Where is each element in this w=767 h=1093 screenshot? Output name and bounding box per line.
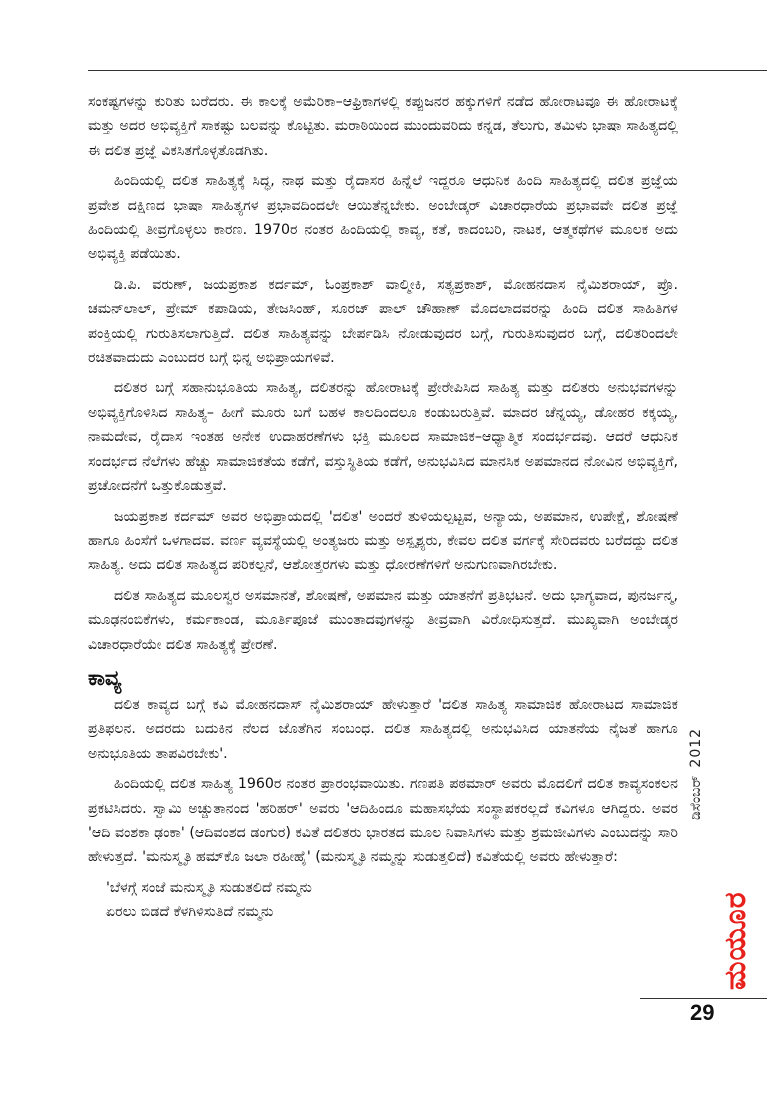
section-paragraph-2: ಹಿಂದಿಯಲ್ಲಿ ದಲಿತ ಸಾಹಿತ್ಯ 1960ರ ನಂತರ ಪ್ರಾರಂಭವಾಯಿತು. ಗಣಪತಿ ಪಠಮಾರ್ ಅವರು ಮೊದಲಿಗೆ ದಲಿತ ಕಾವ್ಯಸಂಕಲನ ಪ್ರಕಟಿಸಿದರು. ಸ್ವಾಮಿ ಅಚ್ಚುತಾನಂದ 'ಹರಿಹರ್' ಅವರು 'ಆದಿಹಿಂದೂ ಮಹಾಸಭೆಯ ಸಂಸ್ಥಾಪಕರಲ್ಲದೆ ಕವಿಗಳೂ ಆಗಿದ್ದರು. ಅವರ 'ಆದಿ ವಂಶಕಾ ಢಂಕಾ' (ಆದಿವಂಶದ ಡಂಗುರ) ಕವಿತೆ ದಲಿತರು ಭಾರತದ ಮೂಲ ನಿವಾಸಿಗಳು ಮತ್ತು ಶ್ರಮಜೀವಿಗಳು ಎಂಬುದನ್ನು ಸಾರಿ ಹೇಳುತ್ತದೆ. 'ಮನುಸ್ಮೃತಿ ಹಮ್‌ಕೊ ಜಲಾ ರಹೀಹೈ' (ಮನುಸ್ಮೃತಿ ನಮ್ಮನ್ನು ಸುಡುತ್ತಲಿದೆ) ಕವಿತೆಯಲ್ಲಿ ಅವರು ಹೇಳುತ್ತಾರೆ: [88, 776, 678, 866]
section-heading: ಕಾವ್ಯ [88, 665, 122, 690]
issue-month: ಡಿಸೆಂಬರ್ [688, 775, 704, 820]
magazine-sidebar [680, 690, 753, 990]
paragraph-1: ಸಂಕಷ್ಟಗಳನ್ನು ಕುರಿತು ಬರೆದರು. ಈ ಕಾಲಕ್ಕೆ ಅಮೆರಿಕಾ–ಆಫ್ರಿಕಾಗಳಲ್ಲಿ ಕಪ್ಪುಜನರ ಹಕ್ಕುಗಳಿಗೆ ನಡೆದ ಹೋರಾಟವೂ ಈ ಹೋರಾಟಕ್ಕೆ ಮತ್ತು ಅದರ ಅಭಿವ್ಯಕ್ತಿಗೆ ಸಾಕಷ್ಟು ಬಲವನ್ನು ಕೊಟ್ಟಿತು. ಮರಾಠಿಯಿಂದ ಮುಂದುವರಿದು ಕನ್ನಡ, ತೆಲುಗು, ತಮಿಳು ಭಾಷಾ ಸಾಹಿತ್ಯದಲ್ಲಿ ಈ ದಲಿತ ಪ್ರಜ್ಞೆ ವಿಕಸಿತಗೊಳ್ಳತೊಡಗಿತು. [88, 94, 678, 159]
paragraph-6: ದಲಿತ ಸಾಹಿತ್ಯದ ಮೂಲಸ್ವರ ಅಸಮಾನತೆ, ಶೋಷಣೆ, ಅಪಮಾನ ಮತ್ತು ಯಾತನೆಗೆ ಪ್ರತಿಭಟನೆ. ಅದು ಭಾಗ್ಯವಾದ, ಪುನರ್ಜನ್ಮ, ಮೂಢನಂಬಿಕೆಗಳು, ಕರ್ಮಕಾಂಡ, ಮೂರ್ತಿಪೂಜೆ ಮುಂತಾದವುಗಳನ್ನು ತೀವ್ರವಾಗಿ ವಿರೋಧಿಸುತ್ತದೆ. ಮುಖ್ಯವಾಗಿ ಅಂಬೇಡ್ಕರ ವಿಚಾರಧಾರೆಯೇ ದಲಿತ ಸಾಹಿತ್ಯಕ್ಕೆ ಪ್ರೇರಣೆ. [88, 587, 678, 653]
paragraph-2: ಹಿಂದಿಯಲ್ಲಿ ದಲಿತ ಸಾಹಿತ್ಯಕ್ಕೆ ಸಿದ್ಧ, ನಾಥ ಮತ್ತು ರೈದಾಸರ ಹಿನ್ನೆಲೆ ಇದ್ದರೂ ಆಧುನಿಕ ಹಿಂದಿ ಸಾಹಿತ್ಯದಲ್ಲಿ ದಲಿತ ಪ್ರಜ್ಞೆಯ ಪ್ರವೇಶ ದಕ್ಷಿಣದ ಭಾಷಾ ಸಾಹಿತ್ಯಗಳ ಪ್ರಭಾವದಿಂದಲೇ ಆಯಿತೆನ್ನಬೇಕು. ಅಂಬೇಡ್ಕರ್ ವಿಚಾರಧಾರೆಯ ಪ್ರಭಾವವೇ ದಲಿತ ಪ್ರಜ್ಞೆ ಹಿಂದಿಯಲ್ಲಿ ತೀವ್ರಗೊಳ್ಳಲು ಕಾರಣ. 1970ರ ನಂತರ ಹಿಂದಿಯಲ್ಲಿ ಕಾವ್ಯ, ಕತೆ, ಕಾದಂಬರಿ, ನಾಟಕ, ಆತ್ಮಕಥೆಗಳ ಮೂಲಕ ಅದು ಅಭಿವ್ಯಕ್ತಿ ಪಡೆಯಿತು. [88, 173, 678, 263]
poem-line: ಏರಲು ಬಿಡದೆ ಕೆಳಗಿಳಿಸುತಿದೆ ನಮ್ಮನು [106, 904, 274, 921]
section-paragraph-1: ದಲಿತ ಕಾವ್ಯದ ಬಗ್ಗೆ ಕವಿ ಮೋಹನದಾಸ್ ನೈಮಿಶರಾಯ್ ಹೇಳುತ್ತಾರೆ 'ದಲಿತ ಸಾಹಿತ್ಯ ಸಾಮಾಜಿಕ ಹೋರಾಟದ ಸಾಮಾಜಿಕ ಪ್ರತಿಫಲನ. ಅದರದು ಬದುಕಿನ ನೆಲದ ಜೊತೆಗಿನ ಸಂಬಂಧ. ದಲಿತ ಸಾಹಿತ್ಯದಲ್ಲಿ ಅನುಭವಿಸಿದ ಯಾತನೆಯ ನೈಜತೆ ಹಾಗೂ ಅನುಭೂತಿಯ ತಾಪವಿರಬೇಕು'. [88, 696, 678, 762]
paragraph-5: ಜಯಪ್ರಕಾಶ ಕರ್ದಮ್ ಅವರ ಅಭಿಪ್ರಾಯದಲ್ಲಿ 'ದಲಿತ' ಅಂದರೆ ತುಳಿಯಲ್ಪಟ್ಟವ, ಅನ್ಯಾಯ, ಅಪಮಾನ, ಉಪೇಕ್ಷೆ, ಶೋಷಣೆ ಹಾಗೂ ಹಿಂಸೆಗೆ ಒಳಗಾದವ. ವರ್ಣ ವ್ಯವಸ್ಥೆಯಲ್ಲಿ ಅಂತ್ಯಜರು ಮತ್ತು ಅಸ್ಪೃಶ್ಯರು, ಕೇವಲ ದಲಿತ ವರ್ಗಕ್ಕೆ ಸೇರಿದವರು ಬರೆದದ್ದು ದಲಿತ ಸಾಹಿತ್ಯ. ಅದು ದಲಿತ ಸಾಹಿತ್ಯದ ಪರಿಕಲ್ಪನೆ, ಆಶೋತ್ತರಗಳು ಮತ್ತು ಧೋರಣೆಗಳಿಗೆ ಅನುಗುಣವಾಗಿರಬೇಕು. [88, 508, 678, 574]
top-rule [88, 70, 767, 71]
issue-year: 2012 [688, 727, 704, 768]
paragraph-4: ದಲಿತರ ಬಗ್ಗೆ ಸಹಾನುಭೂತಿಯ ಸಾಹಿತ್ಯ, ದಲಿತರನ್ನು ಹೋರಾಟಕ್ಕೆ ಪ್ರೇರೇಪಿಸಿದ ಸಾಹಿತ್ಯ ಮತ್ತು ದಲಿತರು ಅನುಭವಗಳನ್ನು ಅಭಿವ್ಯಕ್ತಿಗೊಳಿಸಿದ ಸಾಹಿತ್ಯ– ಹೀಗೆ ಮೂರು ಬಗೆ ಬಹಳ ಕಾಲದಿಂದಲೂ ಕಂಡುಬರುತ್ತಿವೆ. ಮಾದರ ಚೆನ್ನಯ್ಯ, ಡೋಹರ ಕಕ್ಕಯ್ಯ, ನಾಮದೇವ, ರೈದಾಸ ಇಂತಹ ಅನೇಕ ಉದಾಹರಣೆಗಳು ಭಕ್ತಿ ಮೂಲದ ಸಾಮಾಜಿಕ–ಆಧ್ಯಾತ್ಮಿಕ ಸಂದರ್ಭದವು. ಆದರೆ ಆಧುನಿಕ ಸಂದರ್ಭದ ನೆಲೆಗಳು ಹೆಚ್ಚು ಸಾಮಾಜಿಕತೆಯ ಕಡೆಗೆ, ವಸ್ತುಸ್ಥಿತಿಯ ಕಡೆಗೆ, ಅನುಭವಿಸಿದ ಮಾನಸಿಕ ಅಪಮಾನದ ನೋವಿನ ಅಭಿವ್ಯಕ್ತಿಗೆ, ಪ್ರಚೋದನೆಗೆ ಒತ್ತುಕೊಡುತ್ತವೆ. [88, 380, 678, 495]
article-body [88, 90, 678, 925]
page-number: 29 [690, 1000, 715, 1025]
magazine-logo: ಮಯೂರ [718, 891, 753, 990]
footer-rule [640, 998, 767, 999]
poem-excerpt [88, 876, 678, 925]
issue-date [688, 728, 704, 820]
poem-line: 'ಬೆಳಗ್ಗೆ ಸಂಜೆ ಮನುಸ್ಮೃತಿ ಸುಡುತಲಿದೆ ನಮ್ಮನು [106, 879, 312, 896]
paragraph-3: ಡಿ.ಪಿ. ವರುಣ್, ಜಯಪ್ರಕಾಶ ಕರ್ದಮ್, ಓಂಪ್ರಕಾಶ್ ವಾಲ್ಮೀಕಿ, ಸತ್ಯಪ್ರಕಾಶ್, ಮೋಹನದಾಸ ನೈಮಿಶರಾಯ್, ಪ್ರೊ. ಚಮನ್‌ಲಾಲ್, ಪ್ರೇಮ್ ಕಪಾಡಿಯ, ತೇಜಸಿಂಹ್, ಸೂರಜ್ ಪಾಲ್ ಚೌಹಾಣ್ ಮೊದಲಾದವರನ್ನು ಹಿಂದಿ ದಲಿತ ಸಾಹಿತಿಗಳ ಪಂಕ್ತಿಯಲ್ಲಿ ಗುರುತಿಸಲಾಗುತ್ತಿದೆ. ದಲಿತ ಸಾಹಿತ್ಯವನ್ನು ಬೇರ್ಪಡಿಸಿ ನೋಡುವುದರ ಬಗ್ಗೆ, ಗುರುತಿಸುವುದರ ಬಗ್ಗೆ, ದಲಿತರಿಂದಲೇ ರಚಿತವಾದುದು ಎಂಬುದರ ಬಗ್ಗೆ ಭಿನ್ನ ಅಭಿಪ್ರಾಯಗಳಿವೆ. [88, 276, 678, 367]
